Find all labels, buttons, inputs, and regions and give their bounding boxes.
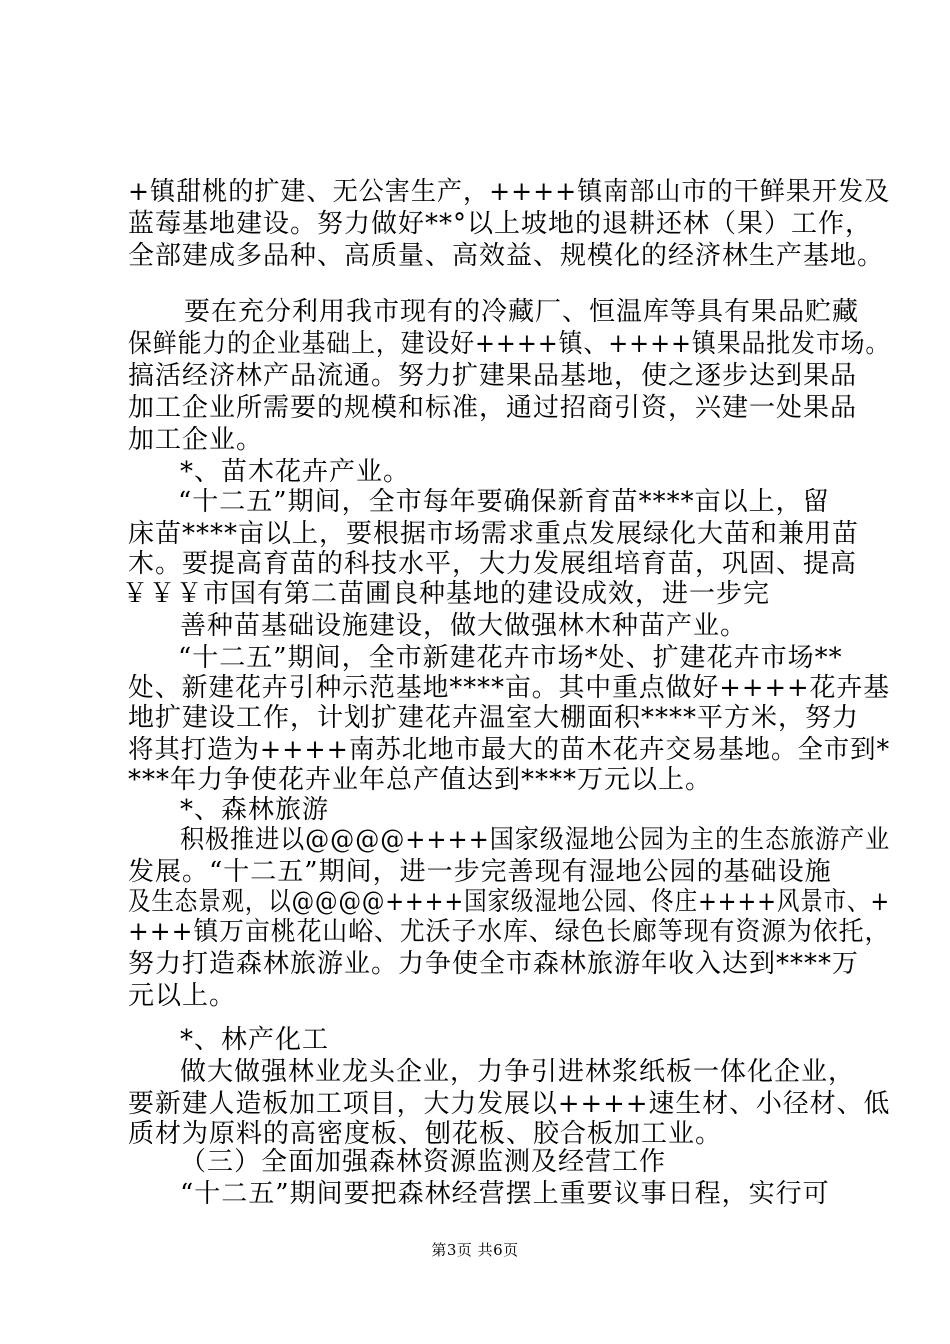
section-heading: *、森林旅游 [180,795,330,825]
text-line: 要在充分利用我市现有的冷藏厂、恒温库等具有果品贮藏 [184,297,860,327]
text-line: 保鲜能力的企业基础上，建设好++++镇、++++镇果品批发市场。 [128,329,891,359]
text-line: 全部建成多品种、高质量、高效益、规模化的经济林生产基地。 [128,241,885,271]
section-heading: *、苗木花卉产业。 [180,457,411,487]
text-line: 元以上。 [128,981,237,1011]
text-line: “十二五”期间要把森林经营摆上重要议事日程，实行可 [180,1179,830,1209]
text-line: 床苗****亩以上，要根据市场需求重点发展绿化大苗和兼用苗 [128,519,860,549]
text-line: 发展。“十二五”期间，进一步完善现有湿地公园的基础设施 [128,857,832,887]
page-footer: 第3页 共6页 [431,1241,519,1259]
section-heading: *、林产化工 [180,1025,330,1055]
text-line: 做大做强林业龙头企业，力争引进林浆纸板一体化企业， [180,1057,856,1087]
text-line: ***年力争使花卉业年总产值达到****万元以上。 [128,765,713,795]
text-line: 善种苗基础设施建设，做大做强林木种苗产业。 [180,611,748,641]
text-line: 质材为原料的高密度板、刨花板、胶合板加工业。 [128,1119,723,1149]
text-line: “十二五”期间，全市每年要确保新育苗****亩以上，留 [178,487,830,517]
text-line: 要新建人造板加工项目，大力发展以++++速生材、小径材、低 [128,1089,891,1119]
text-line: “十二五”期间，全市新建花卉市场*处、扩建花卉市场** [178,643,843,673]
text-line: 地扩建设工作，计划扩建花卉温室大棚面积****平方米，努力 [128,703,860,733]
text-line: 木。要提高育苗的科技水平，大力发展组培育苗，巩固、提高 [128,549,858,579]
text-line: 搞活经济林产品流通。努力扩建果品基地，使之逐步达到果品 [128,361,858,391]
text-line: 努力打造森林旅游业。力争使全市森林旅游年收入达到****万 [128,949,860,979]
text-line: 蓝莓基地建设。努力做好**°以上坡地的退耕还林（果）工作， [128,209,873,239]
text-line: 及生态景观，以@@@@++++国家级湿地公园、佟庄++++风景市、+ [128,887,891,917]
text-line: 积极推进以@@@@++++国家级湿地公园为主的生态旅游产业 [180,825,891,855]
text-line: 加工企业。 [128,425,264,455]
text-line: 加工企业所需要的规模和标准，通过招商引资，兴建一处果品 [128,393,858,423]
text-line: +++镇万亩桃花山峪、尤沃子水库、绿色长廊等现有资源为依托， [128,917,891,947]
text-line: 处、新建花卉引种示范基地****亩。其中重点做好++++花卉基 [128,673,891,703]
text-line: ￥￥￥市国有第二苗圃良种基地的建设成效，进一步完 [122,579,771,609]
text-line: 将其打造为++++南苏北地市最大的苗木花卉交易基地。全市到* [128,735,891,765]
section-heading: （三）全面加强森林资源监测及经营工作 [180,1147,667,1177]
text-line: +镇甜桃的扩建、无公害生产，++++镇南部山市的干鲜果开发及 [128,177,891,207]
